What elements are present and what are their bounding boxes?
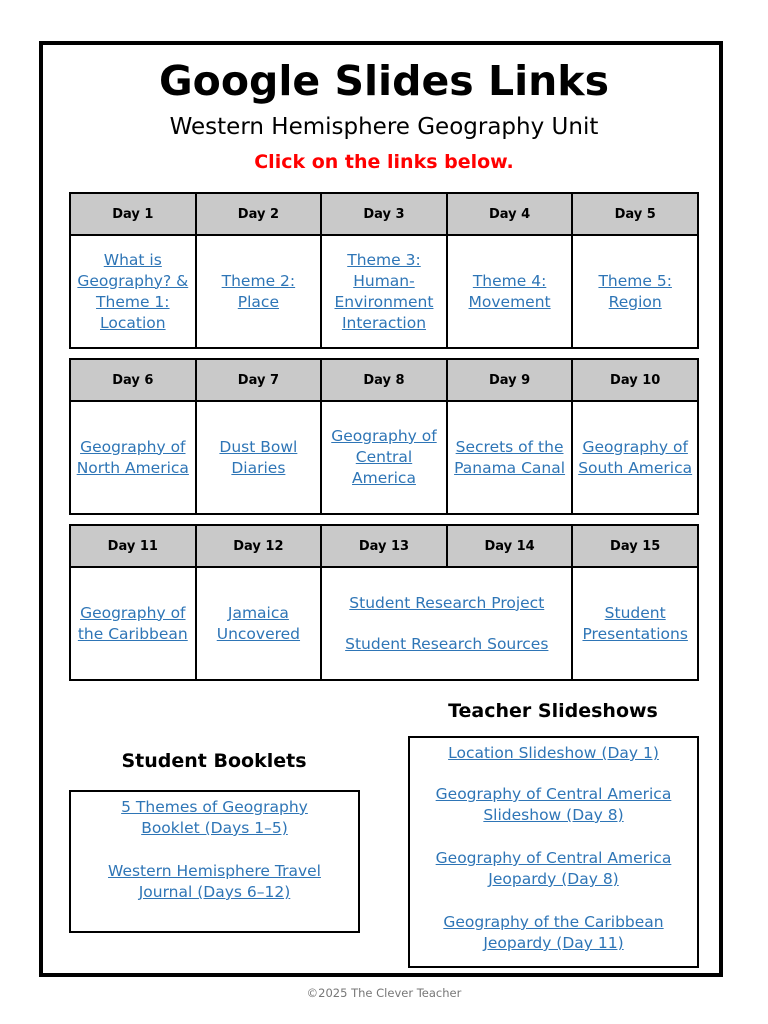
lesson-link-day-15[interactable]: Student Presentations — [582, 603, 688, 643]
day-header-row — [70, 359, 698, 401]
lesson-link-row — [70, 567, 698, 680]
day-header: Day 5 — [572, 193, 698, 235]
lesson-cell — [70, 567, 196, 680]
lesson-link-row — [70, 235, 698, 348]
lesson-cell — [572, 401, 698, 514]
lesson-link-day-3[interactable]: Theme 3: Human-Environment Interaction — [334, 250, 434, 332]
lesson-cell — [196, 235, 322, 348]
day-header: Day 6 — [70, 359, 196, 401]
student-booklets-heading: Student Booklets — [121, 750, 307, 772]
day-header-row — [70, 525, 698, 567]
travel-journal-link[interactable]: Western Hemisphere Travel Journal (Days 6–12) — [108, 862, 321, 901]
lesson-cell — [70, 235, 196, 348]
lesson-cell-days-13-14 — [321, 567, 572, 680]
lesson-cell — [321, 401, 447, 514]
day-header: Day 13 — [321, 525, 447, 567]
lessons-table-days-11-15 — [69, 524, 699, 681]
lesson-cell — [572, 567, 698, 680]
day-header: Day 9 — [447, 359, 573, 401]
lesson-cell — [321, 235, 447, 348]
student-booklets-box — [69, 790, 360, 933]
student-research-sources-link[interactable]: Student Research Sources — [345, 634, 549, 653]
lesson-cell — [447, 401, 573, 514]
five-themes-booklet-link[interactable]: 5 Themes of Geography Booklet (Days 1–5) — [121, 798, 308, 837]
day-header: Day 7 — [196, 359, 322, 401]
day-header: Day 15 — [572, 525, 698, 567]
lesson-cell — [196, 401, 322, 514]
lesson-cell — [572, 235, 698, 348]
location-slideshow-link[interactable]: Location Slideshow (Day 1) — [448, 744, 659, 762]
teacher-slideshows-heading: Teacher Slideshows — [448, 700, 658, 722]
teacher-slideshows-box — [408, 736, 699, 968]
lesson-cell — [196, 567, 322, 680]
copyright-footer: ©2025 The Clever Teacher — [306, 986, 462, 1000]
central-america-jeopardy-link[interactable]: Geography of Central America Jeopardy (Day 8) — [435, 849, 672, 888]
lessons-table-days-6-10 — [69, 358, 699, 515]
caribbean-jeopardy-link[interactable]: Geography of the Caribbean Jeopardy (Day 11) — [443, 913, 664, 952]
lesson-link-day-10[interactable]: Geography of South America — [578, 437, 693, 477]
lesson-link-day-7[interactable]: Dust Bowl Diaries — [219, 437, 298, 477]
page-subtitle: Western Hemisphere Geography Unit — [169, 114, 599, 140]
lesson-cell — [447, 235, 573, 348]
central-america-slideshow-link[interactable]: Geography of Central America Slideshow (Day 8) — [435, 785, 672, 824]
day-header: Day 12 — [196, 525, 322, 567]
day-header: Day 2 — [196, 193, 322, 235]
lesson-link-day-9[interactable]: Secrets of the Panama Canal — [454, 437, 566, 477]
lesson-link-day-2[interactable]: Theme 2: Place — [221, 271, 296, 311]
lesson-link-day-12[interactable]: Jamaica Uncovered — [216, 603, 301, 643]
page-title: Google Slides Links — [159, 57, 609, 105]
day-header: Day 8 — [321, 359, 447, 401]
lesson-link-day-6[interactable]: Geography of North America — [76, 437, 189, 477]
lessons-table-days-1-5 — [69, 192, 699, 349]
day-header: Day 11 — [70, 525, 196, 567]
lesson-link-day-11[interactable]: Geography of the Caribbean — [77, 603, 188, 643]
day-header: Day 14 — [447, 525, 573, 567]
lesson-link-day-8[interactable]: Geography of Central America — [331, 427, 437, 487]
student-research-project-link[interactable]: Student Research Project — [349, 593, 545, 612]
instruction-text: Click on the links below. — [254, 151, 514, 173]
day-header: Day 3 — [321, 193, 447, 235]
lesson-link-day-4[interactable]: Theme 4: Movement — [468, 271, 551, 311]
day-header: Day 4 — [447, 193, 573, 235]
lesson-link-day-5[interactable]: Theme 5: Region — [598, 271, 672, 311]
lesson-link-row — [70, 401, 698, 514]
day-header: Day 10 — [572, 359, 698, 401]
lesson-link-day-1[interactable]: What is Geography? & Theme 1: Location — [77, 250, 189, 332]
lesson-cell — [70, 401, 196, 514]
day-header-row — [70, 193, 698, 235]
day-header: Day 1 — [70, 193, 196, 235]
